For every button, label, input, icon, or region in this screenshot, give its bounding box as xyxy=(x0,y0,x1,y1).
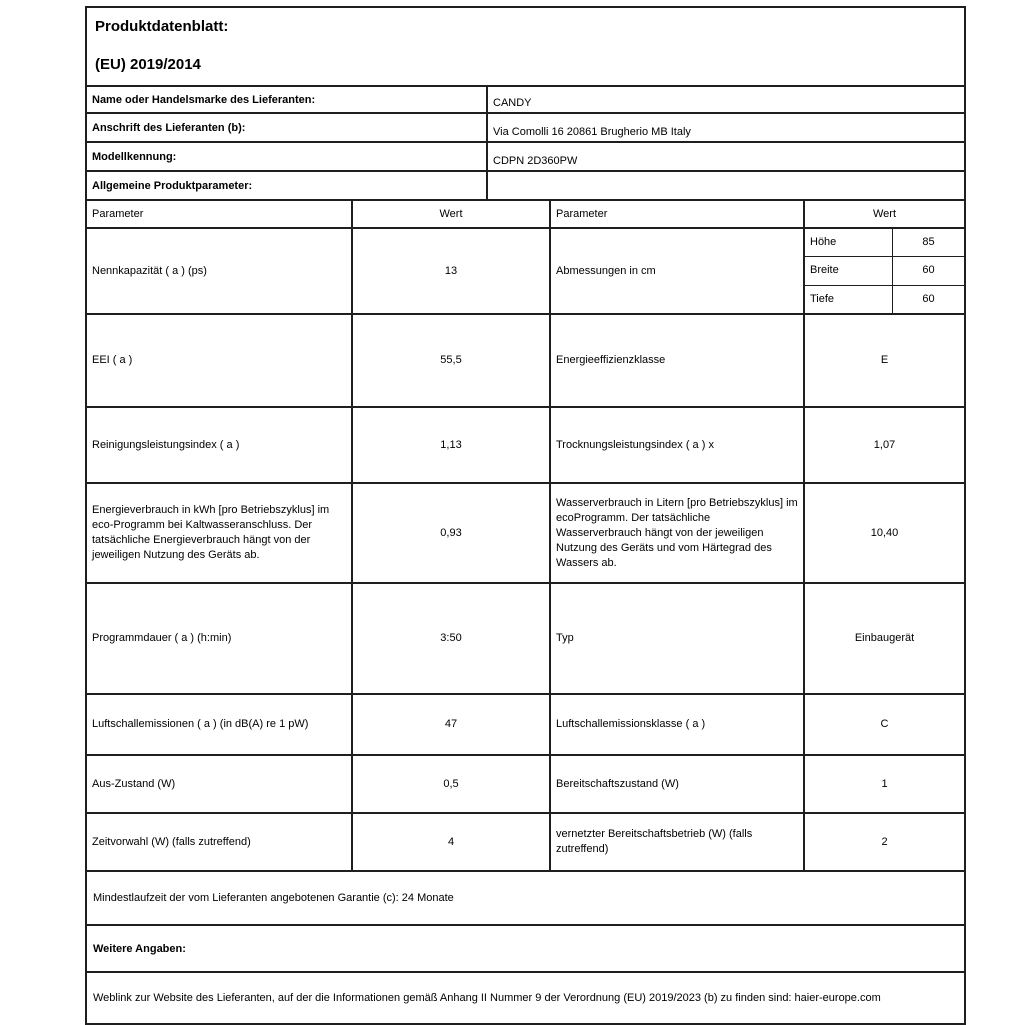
value-cell: 1,07 xyxy=(873,438,896,451)
value-cell: C xyxy=(880,718,889,730)
param-cell: Zeitvorwahl (W) (falls zutreffend) xyxy=(87,814,353,870)
supplier-label: Modellkennung: xyxy=(87,143,488,170)
table-header-cell: Wert xyxy=(872,207,897,220)
value-cell: 55,5 xyxy=(353,315,551,406)
value-cell: 47 xyxy=(353,695,551,754)
dimensions-table xyxy=(805,229,964,313)
param-cell: Wasserverbrauch in Litern [pro Betriebszyklus] im ecoProgramm. Der tatsächliche Wasserverbrauch hängt von der jeweiligen Nutzung des Geräts und vom Härtegrad des Wassers ab. xyxy=(551,484,805,582)
param-cell: vernetzter Bereitschaftsbetrieb (W) (falls zutreffend) xyxy=(551,814,805,870)
supplier-value xyxy=(488,172,964,199)
table-row xyxy=(87,406,964,482)
table-row xyxy=(87,754,964,812)
weblink-row xyxy=(87,971,964,1023)
guarantee-row xyxy=(87,870,964,924)
regulation-reference: (EU) 2019/2014 xyxy=(95,56,201,73)
supplier-label: Allgemeine Produktparameter: xyxy=(87,172,488,199)
dimension-value: 60 xyxy=(922,292,935,305)
param-cell: Reinigungsleistungsindex ( a ) xyxy=(87,408,353,482)
dimension-label: Höhe xyxy=(805,229,893,256)
value-cell: 3:50 xyxy=(353,584,551,693)
value-cell: 2 xyxy=(881,835,888,848)
param-cell: Abmessungen in cm xyxy=(551,229,805,313)
dimension-row xyxy=(805,285,964,313)
value-cell: 0,5 xyxy=(353,756,551,812)
param-cell: Trocknungsleistungsindex ( a ) x xyxy=(551,408,805,482)
param-cell: Luftschallemissionsklasse ( a ) xyxy=(551,695,805,754)
supplier-row xyxy=(87,170,964,199)
dimension-label: Breite xyxy=(805,257,893,284)
guarantee-text: Mindestlaufzeit der vom Lieferanten angebotenen Garantie (c): 24 Monate xyxy=(93,892,454,904)
value-cell: 0,93 xyxy=(353,484,551,582)
value-cell: 1,13 xyxy=(353,408,551,482)
table-row xyxy=(87,313,964,406)
param-cell: Bereitschaftszustand (W) xyxy=(551,756,805,812)
table-row xyxy=(87,227,964,313)
param-cell: Aus-Zustand (W) xyxy=(87,756,353,812)
param-cell: Energieeffizienzklasse xyxy=(551,315,805,406)
product-datasheet xyxy=(85,6,966,1025)
table-header-row xyxy=(87,199,964,227)
table-row xyxy=(87,693,964,754)
table-header-cell: Wert xyxy=(353,201,551,227)
supplier-label: Name oder Handelsmarke des Lieferanten: xyxy=(87,87,488,112)
page-title: Produktdatenblatt: xyxy=(95,18,229,35)
param-cell: Programmdauer ( a ) (h:min) xyxy=(87,584,353,693)
param-cell: Energieverbrauch in kWh [pro Betriebszyklus] im eco-Programm bei Kaltwasseranschluss. Der tatsächliche Energieverbrauch hängt von der jeweiligen Nutzung des Geräts ab. xyxy=(87,484,353,582)
dimension-value: 85 xyxy=(922,236,935,249)
table-header-cell: Parameter xyxy=(551,201,805,227)
table-row xyxy=(87,812,964,870)
supplier-value: CDPN 2D360PW xyxy=(493,155,578,167)
value-cell: 13 xyxy=(353,229,551,313)
value-cell: 10,40 xyxy=(870,526,899,539)
param-cell: Typ xyxy=(551,584,805,693)
param-cell: EEI ( a ) xyxy=(87,315,353,406)
supplier-value: CANDY xyxy=(493,97,532,109)
dimension-row xyxy=(805,229,964,256)
additional-info-label: Weitere Angaben: xyxy=(93,942,186,955)
supplier-row xyxy=(87,112,964,141)
param-cell: Nennkapazität ( a ) (ps) xyxy=(87,229,353,313)
supplier-row xyxy=(87,85,964,112)
value-cell: 4 xyxy=(353,814,551,870)
dimension-value: 60 xyxy=(922,264,935,277)
supplier-row xyxy=(87,141,964,170)
supplier-value: Via Comolli 16 20861 Brugherio MB Italy xyxy=(493,126,691,138)
dimension-label: Tiefe xyxy=(805,286,893,313)
title-block xyxy=(87,8,964,85)
param-cell: Luftschallemissionen ( a ) (in dB(A) re 1 pW) xyxy=(87,695,353,754)
table-header-cell: Parameter xyxy=(87,201,353,227)
additional-info-row xyxy=(87,924,964,971)
table-row xyxy=(87,582,964,693)
dimension-row xyxy=(805,256,964,284)
weblink-text: Weblink zur Website des Lieferanten, auf der die Informationen gemäß Anhang II Nummer 9 der Verordnung (EU) 2019/2023 (b) zu finden sind: haier-europe.com xyxy=(93,992,881,1004)
value-cell: Einbaugerät xyxy=(854,632,915,644)
table-row xyxy=(87,482,964,582)
value-cell: 1 xyxy=(881,777,888,790)
supplier-label: Anschrift des Lieferanten (b): xyxy=(87,114,488,141)
value-cell: E xyxy=(880,354,889,366)
